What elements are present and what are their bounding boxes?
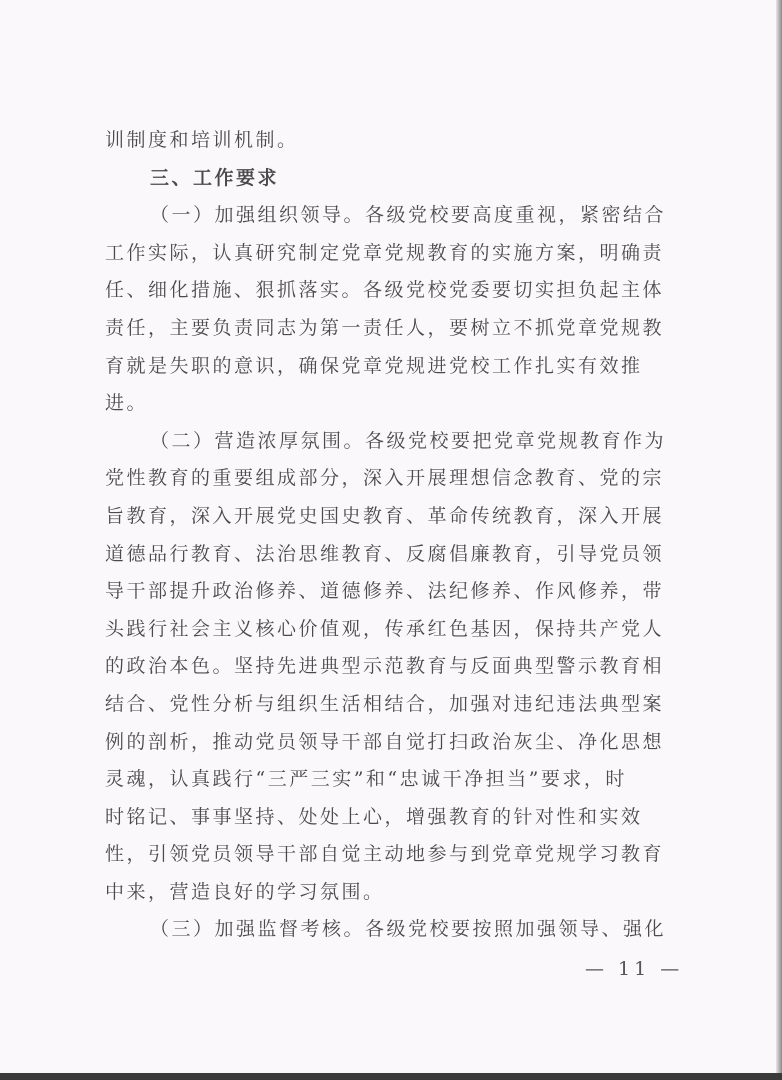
text-line: 头践行社会主义核心价值观，传承红色基因，保持共产党人 [105, 617, 665, 640]
text-line: 时铭记、事事坚持、处处上心，增强教育的针对性和实效 [105, 805, 643, 828]
scan-edge-bottom [0, 1073, 782, 1080]
paragraph [105, 197, 675, 423]
paragraph-continuation: 训制度和培训机制。 [105, 129, 299, 151]
text-line: 党性教育的重要组成部分，深入开展理想信念教育、党的宗 [105, 467, 665, 490]
scan-edge-right [776, 0, 782, 1080]
text-line: 导干部提升政治修养、道德修养、法纪修养、作风修养，带 [105, 580, 665, 603]
text-line: （二）营造浓厚氛围。各级党校要把党章党规教育作为 [150, 429, 667, 452]
text-line: 责任，主要负责同志为第一责任人，要树立不抓党章党规教 [105, 316, 665, 339]
paragraph [105, 423, 675, 912]
page-number: — 11 — [585, 958, 684, 980]
text-line: 进。 [105, 392, 149, 415]
paragraphs [105, 197, 675, 949]
text-line: 的政治本色。坚持先进典型示范教育与反面典型警示教育相 [105, 655, 665, 678]
document-page [105, 122, 675, 949]
text-line: （三）加强监督考核。各级党校要按照加强领导、强化 [150, 918, 667, 941]
text-line: 灵魂，认真践行“三严三实”和“忠诚干净担当”要求，时 [105, 768, 627, 791]
section-heading: 三、工作要求 [150, 166, 280, 189]
text-line: 育就是失职的意识，确保党章党规进党校工作扎实有效推 [105, 354, 643, 377]
text-line: 中来，营造良好的学习氛围。 [105, 880, 385, 903]
text-line: （一）加强组织领导。各级党校要高度重视，紧密结合 [150, 204, 667, 227]
text-line: 结合、党性分析与组织生活相结合，加强对违纪违法典型案 [105, 692, 665, 715]
text-line: 工作实际，认真研究制定党章党规教育的实施方案，明确责 [105, 241, 665, 264]
text-line: 例的剖析，推动党员领导干部自觉打扫政治灰尘、净化思想 [105, 730, 665, 753]
paragraph [105, 911, 675, 949]
text-line: 道德品行教育、法治思维教育、反腐倡廉教育，引导党员领 [105, 542, 665, 565]
text-line: 旨教育，深入开展党史国史教育、革命传统教育，深入开展 [105, 504, 665, 527]
text-line: 任、细化措施、狠抓落实。各级党校党委要切实担负起主体 [105, 279, 665, 302]
text-line: 性，引领党员领导干部自觉主动地参与到党章党规学习教育 [105, 843, 665, 866]
